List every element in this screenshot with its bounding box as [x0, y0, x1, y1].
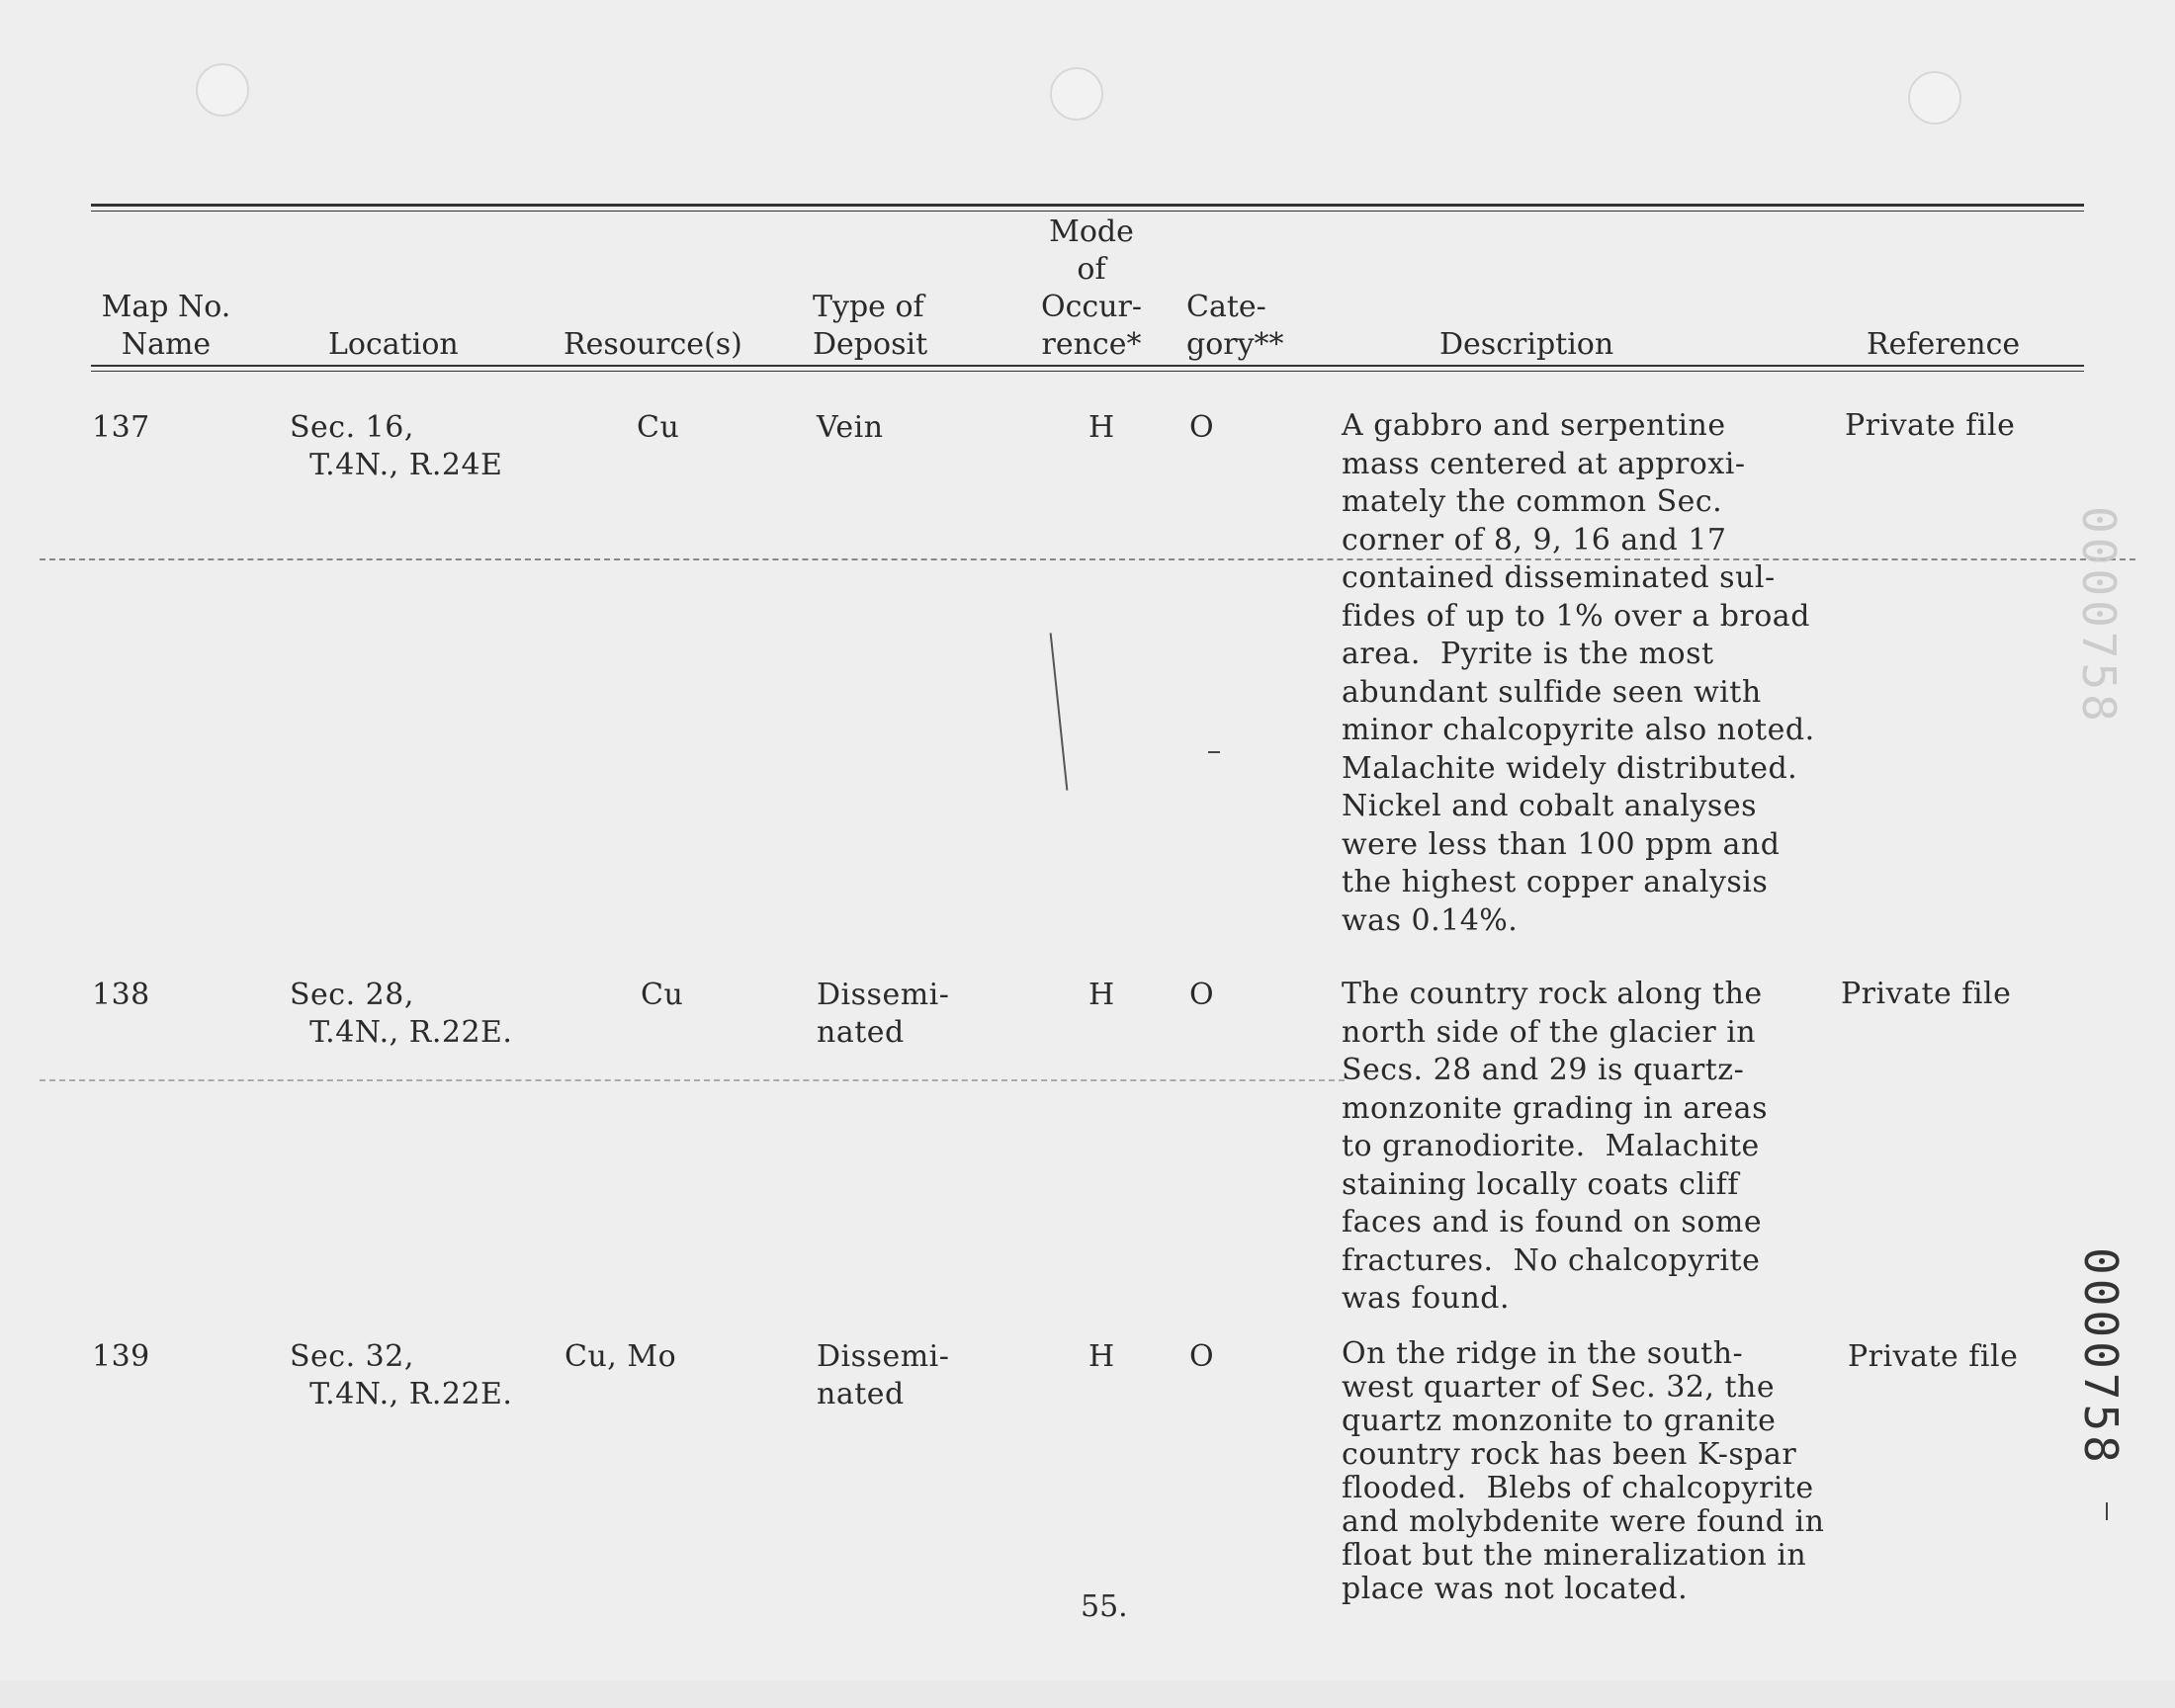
- punch-hole-left: [196, 63, 249, 117]
- table-row-139-reference: Private file: [1848, 1339, 2019, 1374]
- table-row-137-reference: Private file: [1845, 408, 2016, 443]
- header-location: Location: [328, 327, 459, 362]
- table-row-139-type: Dissemi- nated: [817, 1339, 950, 1411]
- pen-mark-curve: [1050, 633, 1069, 790]
- dashed-separator-1: [40, 558, 2135, 560]
- header-bottom-rule: [91, 365, 2084, 367]
- table-row-137-type: Vein: [817, 410, 884, 445]
- document-stamp-lower: 0000758: [2074, 1247, 2128, 1467]
- header-reference: Reference: [1867, 327, 2021, 362]
- table-row-138-type: Dissemi- nated: [817, 978, 950, 1050]
- punch-hole-center: [1050, 67, 1103, 121]
- table-row-139-description: On the ridge in the south- west quarter of Sec. 32, the quartz monzonite to granite country rock has been K-spar flooded. Blebs of chalcopyrite and molybdenite were found in float but the mineralization in place was not located.: [1342, 1336, 1825, 1606]
- table-row-138-reference: Private file: [1841, 977, 2012, 1011]
- table-row-139-map-no: 139: [92, 1339, 150, 1374]
- pen-mark-right: [2106, 1502, 2108, 1520]
- document-stamp-upper: 0000758: [2072, 506, 2126, 726]
- page-number: 55.: [1081, 1589, 1128, 1624]
- header-resources: Resource(s): [564, 327, 742, 362]
- table-row-139-location: Sec. 32, T.4N., R.22E.: [290, 1339, 513, 1411]
- table-row-139-resources: Cu, Mo: [565, 1339, 677, 1374]
- table-row-138-location: Sec. 28, T.4N., R.22E.: [290, 978, 513, 1050]
- table-row-138-map-no: 138: [92, 978, 150, 1012]
- dashed-separator-2: [40, 1079, 1345, 1081]
- table-top-rule: [91, 204, 2084, 207]
- table-row-137-map-no: 137: [92, 410, 150, 445]
- table-row-138-description: The country rock along the north side of the glacier in Secs. 28 and 29 is quartz- monzonite grading in areas to granodiorite. Malachite staining locally coats cliff faces and is found on some fractures. No chalcopyrite was found.: [1342, 977, 1768, 1316]
- header-mode-of-occurrence: Mode of Occur- rence*: [1041, 214, 1142, 362]
- table-row-138-resources: Cu: [641, 978, 684, 1012]
- pen-mark-dash: [1208, 751, 1220, 753]
- table-row-139-mode: H: [1088, 1339, 1115, 1374]
- table-row-137-category: O: [1189, 410, 1215, 445]
- table-row-137-description: A gabbro and serpentine mass centered at approxi- mately the common Sec. corner of 8, 9, 16 and 17 contained disseminated sul- fides of up to 1% over a broad area. Pyrite is the most abundant sulfide seen with minor chalcopyrite also noted. Malachite widely distributed. Nickel and cobalt analyses were less than 100 ppm and the highest copper analysis was 0.14%.: [1342, 408, 1815, 938]
- header-map-no-name: Map No. Name: [101, 290, 231, 362]
- table-top-rule-thin: [91, 211, 2084, 212]
- table-row-139-category: O: [1189, 1339, 1215, 1374]
- punch-hole-right: [1908, 71, 1961, 125]
- table-row-137-resources: Cu: [637, 410, 680, 445]
- table-row-138-category: O: [1189, 978, 1215, 1012]
- header-description: Description: [1439, 327, 1614, 362]
- table-row-137-mode: H: [1088, 410, 1115, 445]
- header-category: Cate- gory**: [1186, 290, 1284, 362]
- table-row-138-mode: H: [1088, 978, 1115, 1012]
- header-type-of-deposit: Type of Deposit: [813, 290, 928, 362]
- header-bottom-rule-thin: [91, 371, 2084, 372]
- table-row-137-location: Sec. 16, T.4N., R.24E: [290, 410, 503, 482]
